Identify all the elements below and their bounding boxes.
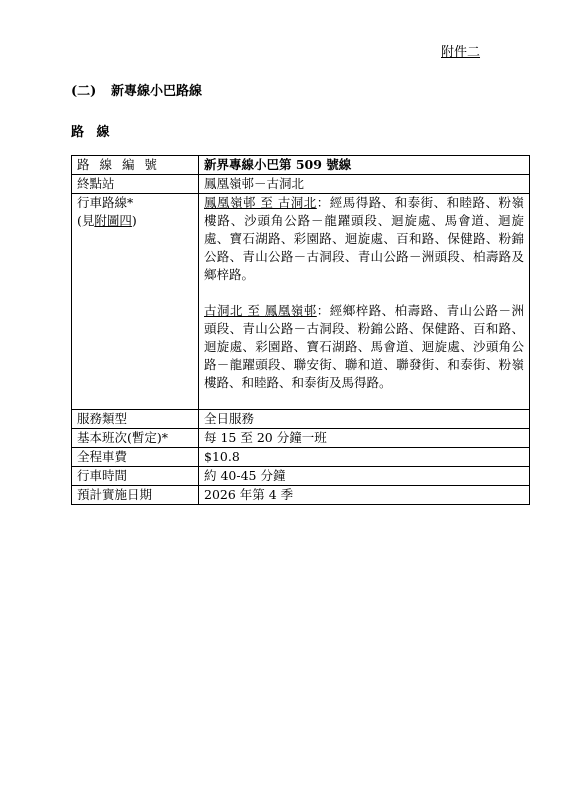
route-table [71, 155, 530, 505]
route-no-label: 路 線 編 號 [72, 156, 199, 175]
section-title: 新專線小巴路線 [111, 84, 203, 99]
table-row [72, 156, 530, 175]
journey-time-value: 約 40-45 分鐘 [199, 467, 530, 486]
route-no-value: 新界專線小巴第 509 號線 [199, 156, 530, 175]
routing-label-open: (見 [77, 213, 95, 228]
table-row [72, 429, 530, 448]
direction-1-heading: 鳳凰嶺邨 至 古洞北 [204, 195, 317, 210]
fare-value: $10.8 [199, 448, 530, 467]
table-row [72, 486, 530, 505]
implementation-label: 預計實施日期 [72, 486, 199, 505]
routing-label: 行車路線* [77, 195, 134, 210]
direction-2-text: ：經鄉梓路、柏壽路、青山公路－洲頭段、青山公路－古洞段、粉錦公路、保健路、百和路、迴旋處、彩園路、寶石湖路、馬會道、迴旋處、沙頭角公路－龍躍頭段、聯安街、聯和道、聯發街、和泰街、粉嶺樓路、和睦路、和泰街及馬得路。 [204, 303, 524, 390]
table-row [72, 448, 530, 467]
subheading: 路 線 [71, 125, 114, 140]
termini-label: 終點站 [72, 175, 199, 194]
annex-label: 附件二 [441, 45, 481, 60]
journey-time-label: 行車時間 [72, 467, 199, 486]
frequency-value: 每 15 至 20 分鐘一班 [199, 429, 530, 448]
direction-1-paragraph [204, 194, 524, 284]
direction-2-heading: 古洞北 至 鳳凰嶺邨 [204, 303, 317, 318]
section-number: (二) [71, 84, 97, 99]
routing-label-close: ) [131, 213, 137, 228]
direction-2-paragraph [204, 302, 524, 392]
table-row [72, 175, 530, 194]
section-heading [71, 80, 202, 99]
table-row [72, 467, 530, 486]
routing-label-cell [72, 194, 199, 410]
implementation-value: 2026 年第 4 季 [199, 486, 530, 505]
routing-value-cell [199, 194, 530, 410]
termini-value: 鳳凰嶺邨－古洞北 [199, 175, 530, 194]
annex-map-link[interactable]: 附圖四 [94, 213, 132, 228]
service-type-value: 全日服務 [199, 410, 530, 429]
table-row [72, 194, 530, 410]
service-type-label: 服務類型 [72, 410, 199, 429]
fare-label: 全程車費 [72, 448, 199, 467]
table-row [72, 410, 530, 429]
direction-1-text: ：經馬得路、和泰街、和睦路、粉嶺樓路、沙頭角公路－龍躍頭段、迴旋處、馬會道、迴旋處、寶石湖路、彩園路、迴旋處、百和路、保健路、粉錦公路、青山公路－古洞段、青山公路－洲頭段、柏壽路及鄉梓路。 [204, 195, 524, 282]
routing-label-ref [77, 212, 193, 230]
frequency-label: 基本班次(暫定)* [72, 429, 199, 448]
